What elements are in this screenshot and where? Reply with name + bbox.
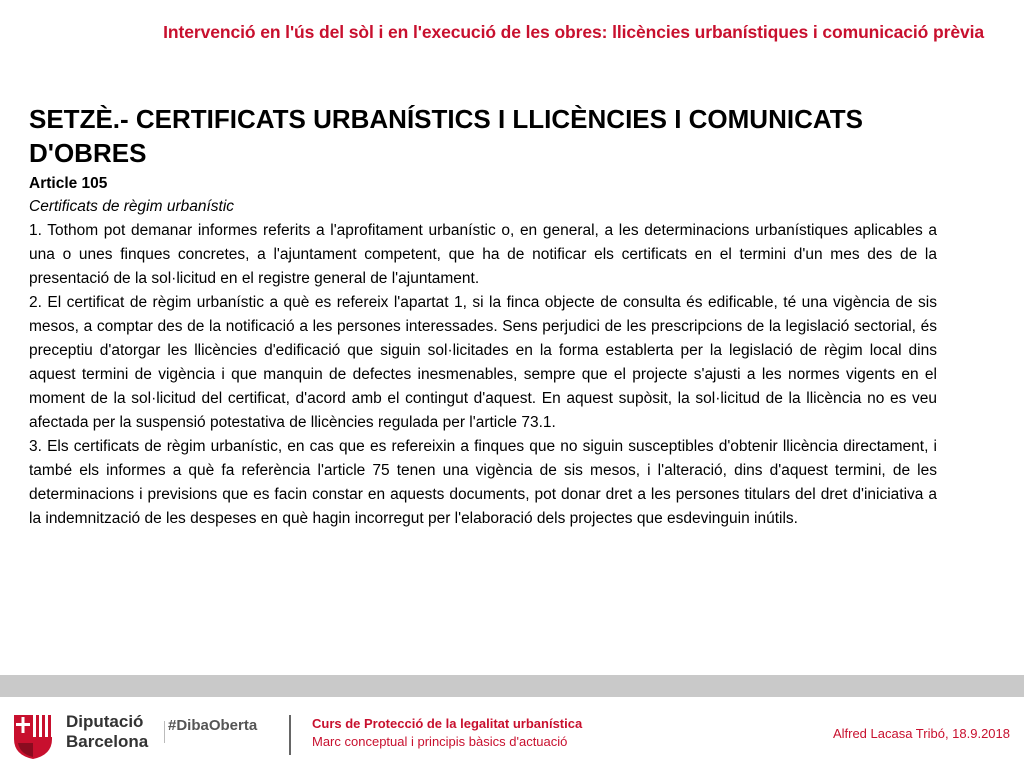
header-title: Intervenció en l'ús del sòl i en l'execució de les obres: llicències urbanístiques i comunicació prèvia <box>163 22 984 42</box>
course-info <box>312 715 582 751</box>
article-number: Article 105 <box>29 175 108 192</box>
paragraph-3: 3. Els certificats de règim urbanístic, en cas que es refereixin a finques que no siguin susceptibles d'obtenir llicència directament, i també els informes a què fa referència l'article 75 tenen una vigència de sis mesos, i l'alteració, dins d'aquest termini, de les determinacions i previsions que es facin constar en aquests documents, pot donar dret a les persones titulars del dret d'iniciativa a la indemnització de les despeses en què hagin incorregut per l'elaboració dels projectes que esdevinguin inútils. <box>29 438 937 527</box>
hashtag: #DibaOberta <box>168 717 258 734</box>
document-body <box>29 102 937 531</box>
section-title: SETZÈ.- CERTIFICATS URBANÍSTICS I LLICÈNCIES I COMUNICATS D'OBRES <box>29 104 863 168</box>
logo-line2: Barcelona <box>66 732 149 751</box>
paragraph-2: 2. El certificat de règim urbanístic a què es refereix l'apartat 1, si la finca objecte de consulta és edificable, té una vigència de sis mesos, a comptar des de la notificació a les persones interessades. Sens perjudici de les prescripcions de la legislació sectorial, és preceptiu d'atorgar les llicències d'edificació que siguin sol·licitades en la forma establerta per la legislació de règim local dins aquest termini de vigència i que manquin de defectes inesmenables, sempre que el projecte s'ajusti a les normes vigents en el moment de la sol·licitud del certificat, d'acord amb el contingut d'aquest. En aquest supòsit, la sol·licitud de la llicència no es veu afectada per la suspensió potestativa de llicències regulada per l'article 73.1. <box>29 294 937 431</box>
logo-text <box>66 712 148 752</box>
footer-divider <box>289 715 291 755</box>
coat-of-arms-icon <box>10 709 56 761</box>
hashtag-divider <box>164 721 165 743</box>
article-subtitle: Certificats de règim urbanístic <box>29 198 235 215</box>
footer-band <box>0 675 1024 697</box>
paragraph-1: 1. Tothom pot demanar informes referits a l'aprofitament urbanístic o, en general, a les determinacions urbanístiques aplicables a una o unes finques concretes, a l'ajuntament competent, que ha de notificar els certificats en el termini d'un mes des de la presentació de la sol·licitud en el registre general de l'ajuntament. <box>29 222 937 287</box>
course-subtitle: Marc conceptual i principis bàsics d'actuació <box>312 734 568 749</box>
author-date: Alfred Lacasa Tribó, 18.9.2018 <box>832 726 1010 741</box>
footer <box>0 697 1024 768</box>
logo-line1: Diputació <box>66 712 144 731</box>
diputacio-logo <box>10 709 160 755</box>
course-title: Curs de Protecció de la legalitat urbanística <box>312 716 583 731</box>
